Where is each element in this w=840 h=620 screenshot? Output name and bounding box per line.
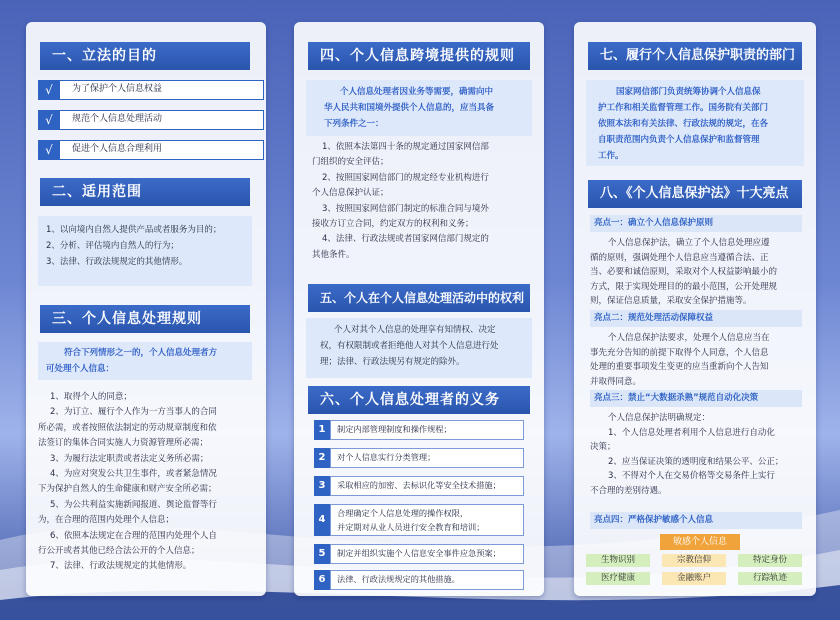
section-title-responsible-departments: 七、履行个人信息保护职责的部门 bbox=[588, 42, 802, 70]
condition-line: 门组织的安全评估； bbox=[312, 157, 389, 168]
section-title-cross-border: 四、个人信息跨境提供的规则 bbox=[308, 42, 530, 70]
condition-line: 接收方订立合同，约定双方的权利和义务； bbox=[312, 219, 474, 230]
purpose-item-label: 促进个人信息合理利用 bbox=[60, 140, 264, 160]
condition-line: 其他条件。 bbox=[312, 249, 355, 260]
condition-line: 1、依照本法第四十条的规定通过国家网信部 bbox=[322, 142, 489, 152]
check-icon: √ bbox=[38, 80, 60, 100]
section-title-scope: 二、适用范围 bbox=[40, 178, 250, 206]
purpose-item-label: 为了保护个人信息权益 bbox=[60, 80, 264, 100]
individual-rights-box bbox=[306, 318, 532, 378]
section-title-individual-rights: 五、个人在个人信息处理活动中的权利 bbox=[308, 284, 530, 312]
highlight-line: 个人信息保护法明确规定： bbox=[608, 413, 711, 423]
rule-line: 1、取得个人的同意； bbox=[50, 392, 132, 402]
highlight-line: 当、必要和诚信原则，采取对个人权益影响最小的 bbox=[590, 267, 778, 278]
purpose-item-2 bbox=[38, 110, 264, 130]
highlight-line: 事先充分告知的前提下取得个人同意，个人信息 bbox=[590, 347, 769, 358]
duty-text bbox=[330, 504, 524, 536]
condition-line: 个人信息保护认证； bbox=[312, 188, 389, 199]
highlight-3-title: 亮点三：禁止“大数据杀熟”规范自动化决策 bbox=[590, 390, 802, 407]
sensitive-tag-medical: 医疗健康 bbox=[586, 572, 650, 585]
highlight-2-text bbox=[590, 331, 770, 389]
intro-line: 下列条件之一： bbox=[324, 119, 384, 129]
highlight-line: 不合理的差别待遇。 bbox=[590, 485, 667, 496]
check-icon: √ bbox=[38, 140, 60, 160]
rights-line: 个人对其个人信息的处理享有知情权、决定 bbox=[334, 325, 496, 335]
duty-text-line: 并定期对从业人员进行安全教育和培训； bbox=[337, 522, 485, 532]
scope-line: 1、以向境内自然人提供产品或者服务为目的； bbox=[46, 225, 222, 235]
duty-number: 4 bbox=[314, 504, 330, 536]
condition-line: 2、按照国家网信部门的规定经专业机构进行 bbox=[322, 172, 489, 183]
duty-item-5 bbox=[314, 544, 524, 564]
highlight-line: 2、应当保证决策的透明度和结果公平、公正； bbox=[608, 456, 784, 467]
purpose-item-3 bbox=[38, 140, 264, 160]
highlight-line: 并取得同意。 bbox=[590, 376, 642, 387]
rule-line: 下为保护自然人的生命健康和财产安全所必需； bbox=[38, 484, 217, 495]
highlight-2-title: 亮点二：规范处理活动保障权益 bbox=[590, 310, 802, 327]
duty-item-1 bbox=[314, 420, 524, 440]
section-title-highlights: 八、《个人信息保护法》十大亮点 bbox=[588, 180, 802, 208]
highlight-1-text bbox=[590, 236, 777, 309]
sensitive-info-label: 敏感个人信息 bbox=[660, 534, 740, 550]
highlight-line: 处理的重要事项发生变更的应当重新向个人告知 bbox=[590, 362, 769, 373]
departments-box bbox=[586, 80, 804, 166]
duty-text: 采取相应的加密、去标识化等安全技术措施； bbox=[330, 476, 524, 496]
sensitive-tag-biometric: 生物识别 bbox=[586, 554, 650, 567]
cross-border-intro bbox=[306, 80, 532, 136]
scope-line: 2、分析、评估境内自然人的行为； bbox=[46, 241, 179, 251]
processing-rules-list bbox=[38, 390, 217, 575]
highlight-line: 循的原则，强调处理个人信息应当遵循合法、正 bbox=[590, 252, 769, 263]
sensitive-tag-religion: 宗教信仰 bbox=[662, 554, 726, 567]
duty-text: 对个人信息实行分类管理； bbox=[330, 448, 524, 468]
rights-line: 权，有权限制或者拒绝他人对其个人信息进行处 bbox=[320, 341, 499, 351]
processing-intro bbox=[38, 342, 252, 380]
department-line: 护工作和相关监督管理工作。国务院有关部门 bbox=[598, 103, 769, 113]
highlight-line: 1、个人信息处理者利用个人信息进行自动化 bbox=[608, 427, 775, 438]
department-line: 工作。 bbox=[598, 151, 624, 161]
rule-line: 为，在合理的范围内处理个人信息； bbox=[38, 515, 175, 526]
duty-item-3 bbox=[314, 476, 524, 496]
duty-number: 5 bbox=[314, 544, 330, 564]
rule-line: 2、为订立、履行个人作为一方当事人的合同 bbox=[50, 407, 217, 418]
panel-left bbox=[26, 22, 266, 596]
highlight-3-text bbox=[590, 411, 783, 499]
duty-item-4 bbox=[314, 504, 524, 536]
purpose-item-label: 规范个人信息处理活动 bbox=[60, 110, 264, 130]
duty-number: 1 bbox=[314, 420, 330, 440]
intro-line: 符合下列情形之一的，个人信息处理者方 bbox=[64, 348, 218, 358]
rule-line: 法签订的集体合同实施人力资源管理所必需； bbox=[38, 438, 209, 449]
section-title-processing-rules: 三、个人信息处理规则 bbox=[40, 305, 250, 333]
sensitive-tag-location: 行踪轨迹 bbox=[738, 572, 802, 585]
duty-text-line: 合理确定个人信息处理的操作权限， bbox=[337, 508, 469, 518]
condition-line: 4、法律、行政法规或者国家网信部门规定的 bbox=[322, 234, 489, 245]
rule-line: 6、依照本法规定在合理的范围内处理个人自 bbox=[50, 530, 217, 541]
intro-line: 华人民共和国境外提供个人信息的，应当具备 bbox=[324, 103, 495, 113]
intro-line: 可处理个人信息： bbox=[46, 364, 115, 374]
rule-line: 所必需，或者按照依法制定的劳动规章制度和依 bbox=[38, 422, 217, 433]
duty-number: 3 bbox=[314, 476, 330, 496]
duty-number: 2 bbox=[314, 448, 330, 468]
highlight-line: 个人信息保护法，确立了个人信息处理应遵 bbox=[608, 238, 770, 248]
scope-box bbox=[38, 216, 252, 286]
cross-border-list bbox=[312, 140, 489, 263]
rights-line: 理；法律、行政法规另有规定的除外。 bbox=[320, 357, 465, 367]
highlight-line: 则，保证信息质量，采取安全保护措施等。 bbox=[590, 296, 752, 307]
highlight-line: 个人信息保护法要求，处理个人信息应当在 bbox=[608, 333, 770, 343]
rule-line: 4、为应对突发公共卫生事件，或者紧急情况 bbox=[50, 469, 217, 480]
panel-middle bbox=[294, 22, 544, 596]
rule-line: 行公开或者其他已经合法公开的个人信息； bbox=[38, 546, 200, 557]
intro-line: 个人信息处理者因业务等需要，确需向中 bbox=[340, 87, 494, 97]
condition-line: 3、按照国家网信部门制定的标准合同与境外 bbox=[322, 203, 489, 214]
department-line: 自职责范围内负责个人信息保护和监督管理 bbox=[598, 135, 760, 145]
rule-line: 7、法律、行政法规规定的其他情形。 bbox=[50, 561, 192, 572]
department-line: 依照本法和有关法律、行政法规的规定，在各 bbox=[598, 119, 769, 129]
duty-text: 法律、行政法规规定的其他措施。 bbox=[330, 570, 524, 590]
sensitive-tag-financial: 金融账户 bbox=[662, 572, 726, 585]
department-line: 国家网信部门负责统筹协调个人信息保 bbox=[616, 87, 761, 97]
highlight-line: 方式，限于实现处理目的的最小范围，公开处理规 bbox=[590, 281, 778, 292]
highlight-line: 3、不得对个人在交易价格等交易条件上实行 bbox=[608, 471, 775, 482]
duty-number: 6 bbox=[314, 570, 330, 590]
highlight-4-title: 亮点四：严格保护敏感个人信息 bbox=[590, 512, 802, 529]
check-icon: √ bbox=[38, 110, 60, 130]
rule-line: 5、为公共利益实施新闻报道、舆论监督等行 bbox=[50, 499, 217, 510]
duty-text: 制定内部管理制度和操作规程； bbox=[330, 420, 524, 440]
highlight-1-title: 亮点一：确立个人信息保护原则 bbox=[590, 215, 802, 232]
scope-line: 3、法律、行政法规规定的其他情形。 bbox=[46, 257, 188, 267]
rule-line: 3、为履行法定职责或者法定义务所必需； bbox=[50, 453, 209, 464]
purpose-item-1 bbox=[38, 80, 264, 100]
panel-right bbox=[574, 22, 816, 596]
section-title-legislative-purpose: 一、立法的目的 bbox=[40, 42, 250, 70]
section-title-processor-duties: 六、个人信息处理者的义务 bbox=[308, 386, 530, 414]
duty-item-6 bbox=[314, 570, 524, 590]
duty-text: 制定并组织实施个人信息安全事件应急预案； bbox=[330, 544, 524, 564]
sensitive-tag-identity: 特定身份 bbox=[738, 554, 802, 567]
duty-item-2 bbox=[314, 448, 524, 468]
highlight-line: 决策； bbox=[590, 442, 616, 453]
